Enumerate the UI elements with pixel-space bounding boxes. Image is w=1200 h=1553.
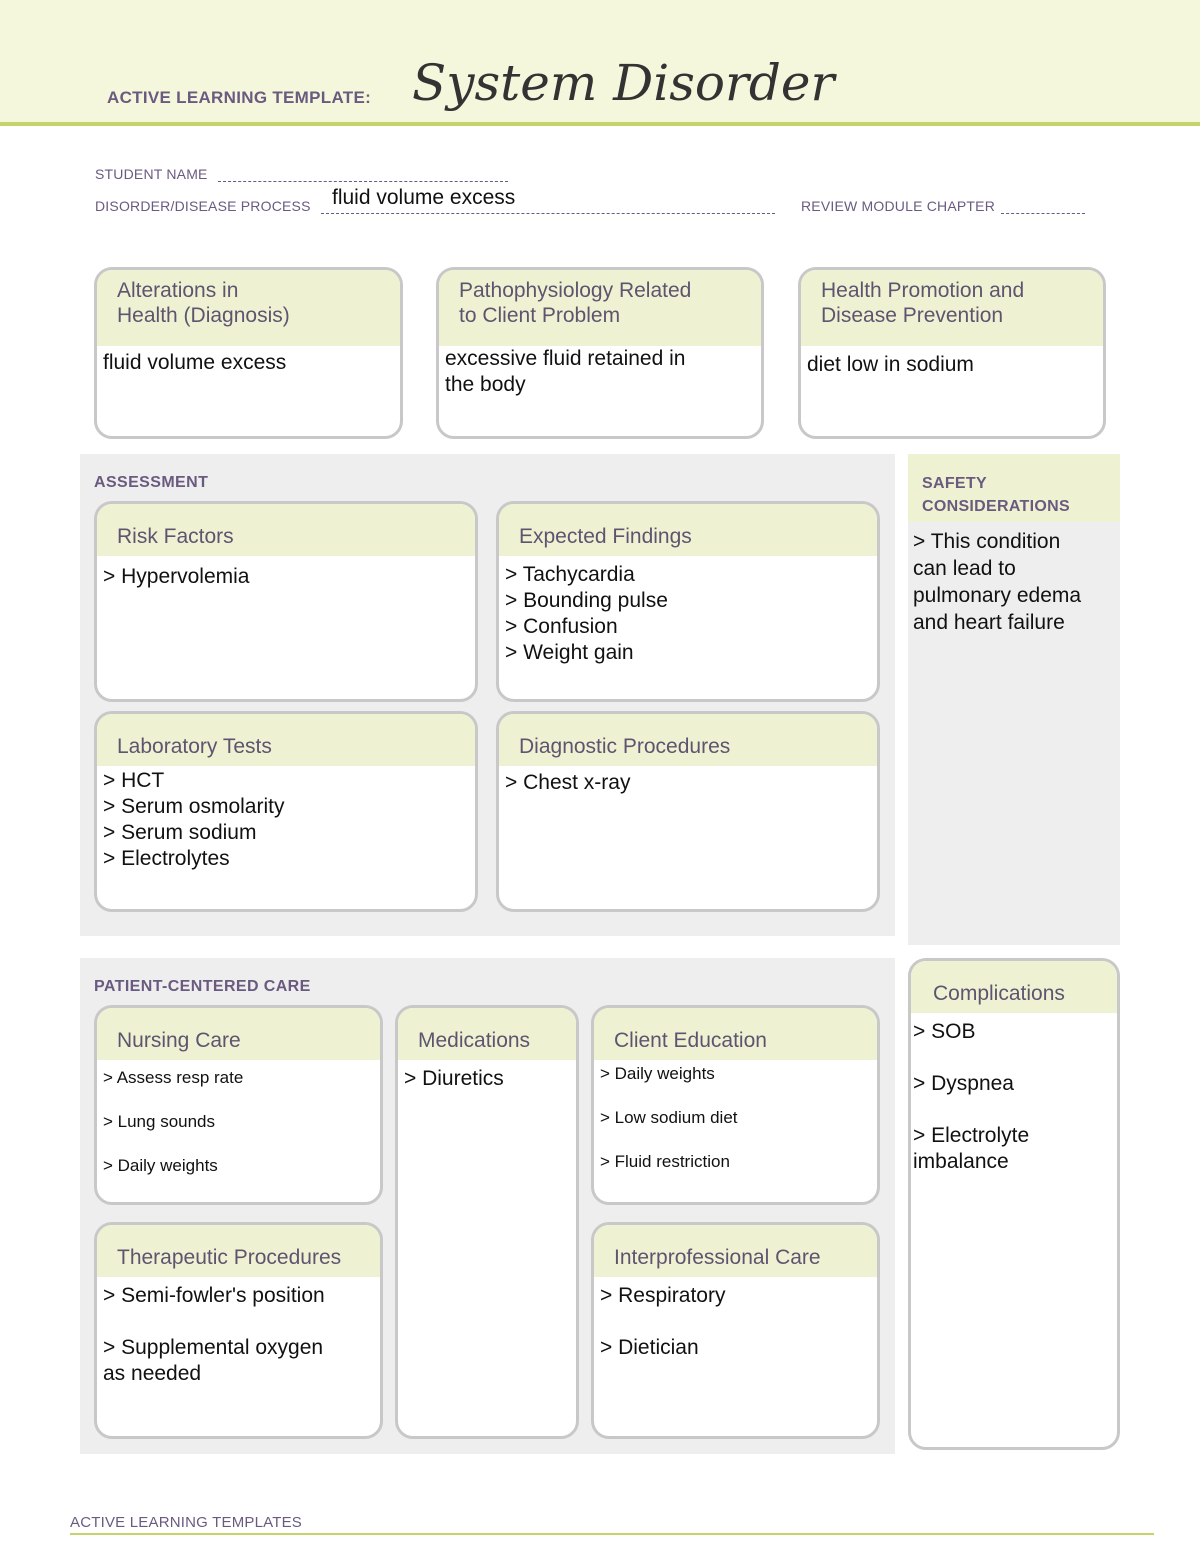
assessment-label: ASSESSMENT — [94, 474, 209, 491]
risk-factors-title: Risk Factors — [97, 504, 475, 556]
review-module-line — [801, 198, 1085, 214]
disorder-value: fluid volume excess — [332, 186, 516, 209]
alterations-title: Alterations in Health (Diagnosis) — [97, 270, 400, 346]
disorder-label: DISORDER/DISEASE PROCESS — [95, 198, 311, 214]
footer-text: ACTIVE LEARNING TEMPLATES — [70, 1514, 302, 1531]
complications-card — [908, 958, 1120, 1450]
client-education-content[interactable]: > Daily weights > Low sodium diet > Fluid restriction — [600, 1064, 738, 1171]
header-rule — [0, 122, 1200, 126]
safety-title: SAFETY CONSIDERATIONS — [908, 454, 1120, 522]
alterations-card — [94, 267, 403, 439]
complications-content[interactable]: > SOB > Dyspnea > Electrolyte imbalance — [913, 1020, 1030, 1173]
health-promotion-card — [798, 267, 1106, 439]
review-module-field[interactable] — [1001, 200, 1085, 214]
client-education-card — [591, 1005, 880, 1205]
laboratory-tests-title: Laboratory Tests — [97, 714, 475, 766]
pathophysiology-content[interactable]: excessive fluid retained in the body — [445, 347, 686, 396]
laboratory-tests-content[interactable]: > HCT > Serum osmolarity > Serum sodium > Electrolytes — [103, 769, 285, 870]
diagnostic-procedures-content[interactable]: > Chest x-ray — [505, 771, 631, 794]
risk-factors-card — [94, 501, 478, 702]
complications-title: Complications — [911, 961, 1117, 1013]
therapeutic-procedures-title: Therapeutic Procedures — [97, 1225, 380, 1277]
pathophysiology-title: Pathophysiology Related to Client Problem — [439, 270, 761, 346]
student-name-label: STUDENT NAME — [95, 166, 208, 182]
health-promotion-title: Health Promotion and Disease Prevention — [801, 270, 1103, 346]
student-name-field[interactable] — [218, 168, 508, 182]
safety-content[interactable]: > This condition can lead to pulmonary edema and heart failure — [913, 530, 1082, 634]
nursing-care-content[interactable]: > Assess resp rate > Lung sounds > Daily weights — [103, 1068, 244, 1175]
diagnostic-procedures-title: Diagnostic Procedures — [499, 714, 877, 766]
health-promotion-content[interactable]: diet low in sodium — [807, 353, 974, 376]
alterations-content[interactable]: fluid volume excess — [103, 351, 287, 374]
pathophysiology-card — [436, 267, 764, 439]
medications-title: Medications — [398, 1008, 576, 1060]
expected-findings-content[interactable]: > Tachycardia > Bounding pulse > Confusion > Weight gain — [505, 563, 668, 664]
interprofessional-care-content[interactable]: > Respiratory > Dietician — [600, 1284, 726, 1359]
risk-factors-content[interactable]: > Hypervolemia — [103, 565, 250, 588]
safety-panel — [908, 454, 1120, 945]
expected-findings-card — [496, 501, 880, 702]
expected-findings-title: Expected Findings — [499, 504, 877, 556]
therapeutic-procedures-content[interactable]: > Semi-fowler's position > Supplemental oxygen as needed — [103, 1284, 325, 1385]
review-module-label: REVIEW MODULE CHAPTER — [801, 198, 995, 214]
template-title: System Disorder — [412, 54, 835, 112]
student-name-line — [95, 166, 508, 182]
medications-card — [395, 1005, 579, 1439]
diagnostic-procedures-card — [496, 711, 880, 912]
footer-rule — [70, 1533, 1154, 1535]
template-label: ACTIVE LEARNING TEMPLATE: — [107, 88, 372, 107]
patient-care-label: PATIENT-CENTERED CARE — [94, 978, 311, 995]
laboratory-tests-card — [94, 711, 478, 912]
medications-content[interactable]: > Diuretics — [404, 1067, 504, 1090]
nursing-care-title: Nursing Care — [97, 1008, 380, 1060]
therapeutic-procedures-card — [94, 1222, 383, 1439]
interprofessional-care-card — [591, 1222, 880, 1439]
client-education-title: Client Education — [594, 1008, 877, 1060]
nursing-care-card — [94, 1005, 383, 1205]
interprofessional-care-title: Interprofessional Care — [594, 1225, 877, 1277]
